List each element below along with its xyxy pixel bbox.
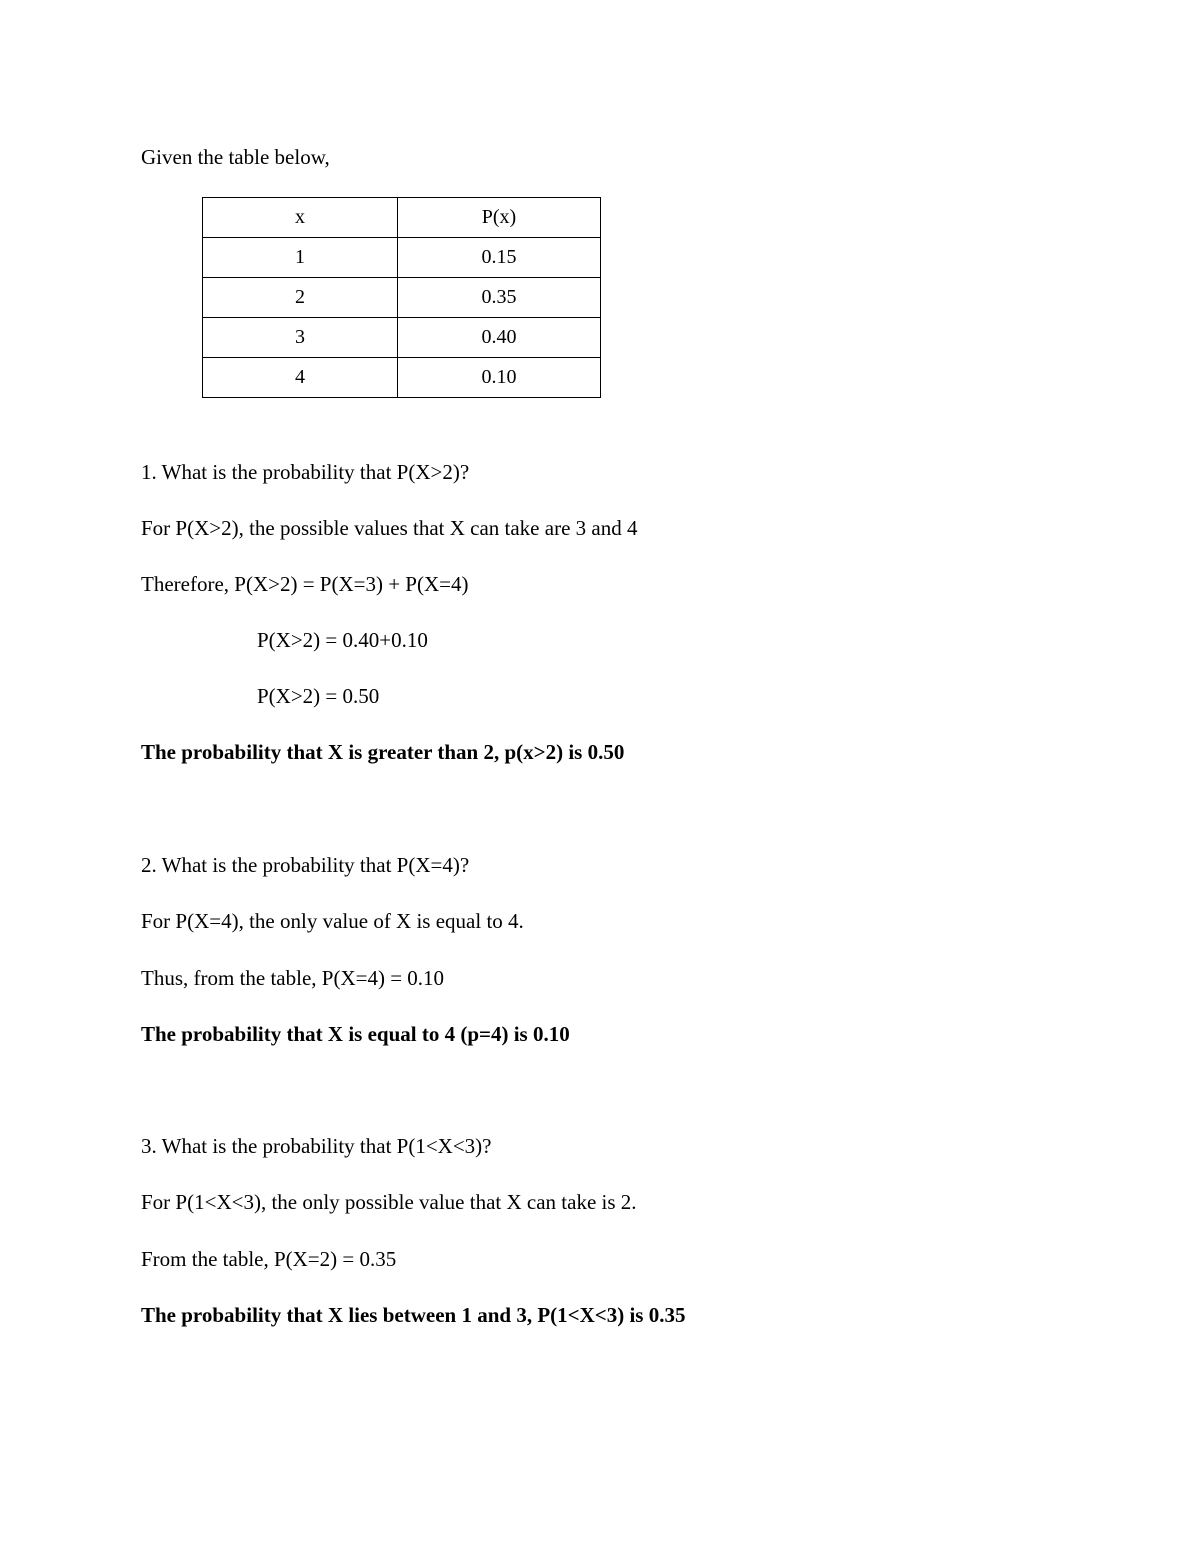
table-row: [203, 238, 601, 278]
table-header-x: x: [203, 198, 398, 238]
q1-line1: For P(X>2), the possible values that X can take are 3 and 4: [141, 516, 638, 540]
table-row: [203, 358, 601, 398]
q3-line1: For P(1<X<3), the only possible value that X can take is 2.: [141, 1190, 637, 1214]
q1-answer: The probability that X is greater than 2, p(x>2) is 0.50: [141, 740, 625, 764]
q1-question: 1. What is the probability that P(X>2)?: [141, 460, 470, 484]
q3-line2: From the table, P(X=2) = 0.35: [141, 1247, 397, 1271]
table-header-px: P(x): [398, 198, 601, 238]
table-cell-x: 2: [203, 278, 398, 318]
q1-line4: P(X>2) = 0.50: [257, 684, 380, 708]
table-row: [203, 278, 601, 318]
q3-question: 3. What is the probability that P(1<X<3)?: [141, 1134, 492, 1158]
q3-answer: The probability that X lies between 1 and 3, P(1<X<3) is 0.35: [141, 1303, 686, 1327]
q2-question: 2. What is the probability that P(X=4)?: [141, 853, 470, 877]
q1-line3: P(X>2) = 0.40+0.10: [257, 628, 428, 652]
probability-table: [202, 197, 601, 398]
table-cell-x: 3: [203, 318, 398, 358]
q2-line1: For P(X=4), the only value of X is equal to 4.: [141, 909, 524, 933]
intro-text: Given the table below,: [141, 145, 330, 169]
table-cell-px: 0.35: [398, 278, 601, 318]
q2-line2: Thus, from the table, P(X=4) = 0.10: [141, 966, 445, 990]
table-cell-x: 1: [203, 238, 398, 278]
table-cell-x: 4: [203, 358, 398, 398]
table-cell-px: 0.15: [398, 238, 601, 278]
q1-line2: Therefore, P(X>2) = P(X=3) + P(X=4): [141, 572, 469, 596]
table-row: [203, 318, 601, 358]
q2-answer: The probability that X is equal to 4 (p=4) is 0.10: [141, 1022, 570, 1046]
table-cell-px: 0.40: [398, 318, 601, 358]
table-cell-px: 0.10: [398, 358, 601, 398]
table-header-row: [203, 198, 601, 238]
